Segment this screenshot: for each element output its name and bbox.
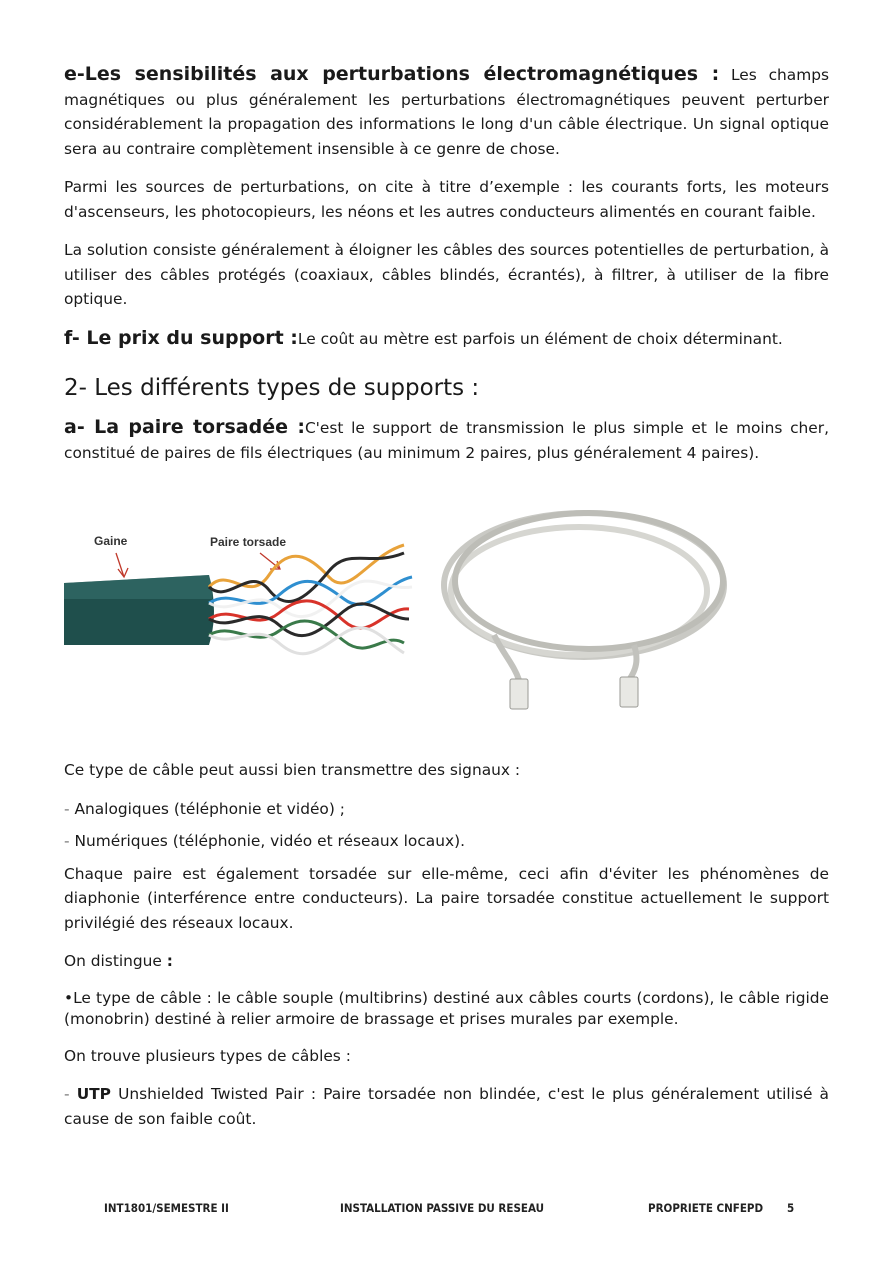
paragraph-pairs: Chaque paire est également torsadée sur elle-même, ceci afin d'éviter les phénomènes de diaphonie (interférence entre conducteurs). La paire torsadée constitue actuellement le support privilégié des réseaux locaux. — [64, 864, 829, 932]
jacket-highlight — [64, 575, 213, 599]
coiled-network-cable — [444, 513, 724, 680]
section-a-body: C'est le support de transmission le plus simple et le moins cher, constitué de paires de fils électriques (au minimum 2 paires, plus généralement 4 paires). — [64, 419, 829, 462]
signals-list — [64, 797, 829, 854]
section-a-paragraph — [64, 415, 829, 465]
label-gaine: Gaine — [94, 534, 128, 548]
rj45-connector-left — [510, 679, 528, 709]
paragraph-solution: La solution consiste généralement à éloigner les câbles des sources potentielles de perturbation, à utiliser des câbles protégés (coaxiaux, câbles blindés, écrantés), à filtrer, à utiliser de la fibre optique. — [64, 241, 829, 308]
bullet-mark: • — [64, 988, 74, 1007]
twisted-pair-illustration — [64, 495, 764, 750]
utp-paragraph: - UTP Unshielded Twisted Pair : Paire torsadée non blindée, c'est le plus généralement utilisé à cause de son faible coût. — [64, 1085, 829, 1128]
label-paire-torsade: Paire torsade — [210, 535, 287, 549]
paragraph-distinguish: On distingue : — [64, 952, 173, 970]
utp-acronym: UTP — [76, 1085, 111, 1103]
footer-course: INT1801/SEMESTRE II — [104, 1201, 229, 1215]
section-2-title: 2- Les différents types de supports : — [64, 375, 480, 401]
list-item: - Analogiques (téléphonie et vidéo) ; — [64, 799, 345, 818]
page-number: 5 — [787, 1201, 795, 1215]
arrow-gaine — [116, 553, 128, 577]
paragraph-signals: Ce type de câble peut aussi bien transmettre des signaux : — [64, 761, 521, 779]
section-f-body: Le coût au mètre est parfois un élément de choix déterminant. — [297, 329, 783, 348]
section-e-paragraph — [64, 62, 829, 161]
section-e-body: Les champs magnétiques ou plus généralement les perturbations électromagnétiques peuvent perturber considérablement la propagation des informations le long d'un câble électrique. Un signal optique sera au contraire complètement insensible à ce genre de chose. — [64, 66, 829, 158]
list-item: - Numériques (téléphonie, vidéo et réseaux locaux). — [64, 832, 465, 850]
section-f-heading: f- Le prix du support : — [64, 326, 298, 349]
rj45-connector-right — [620, 677, 638, 707]
wire-pair-red — [209, 601, 409, 636]
section-a-heading: a- La paire torsadée : — [64, 416, 305, 438]
footer-title: INSTALLATION PASSIVE DU RESEAU — [340, 1201, 545, 1215]
twisted-pair-figure — [64, 495, 829, 750]
section-e-heading: e-Les sensibilités aux perturbations électromagnétiques : — [64, 63, 720, 85]
footer-owner: PROPRIETE CNFEPD — [648, 1201, 764, 1215]
document-page — [64, 62, 829, 1131]
bullet-cable-type: •Le type de câble : le câble souple (multibrins) destiné aux câbles courts (cordons), le câble rigide (monobrin) destiné à relier armoire de brassage et prises murales par exemple. — [64, 988, 829, 1028]
paragraph-sources: Parmi les sources de perturbations, on cite à titre d’exemple : les courants forts, les moteurs d'ascenseurs, les photocopieurs, les néons et les autres conducteurs alimentés en courant faible. — [64, 178, 829, 221]
wire-pair-orange — [209, 545, 404, 602]
section-f-paragraph — [64, 326, 829, 352]
wire-pair-green — [209, 621, 404, 654]
paragraph-types: On trouve plusieurs types de câbles : — [64, 1046, 351, 1065]
